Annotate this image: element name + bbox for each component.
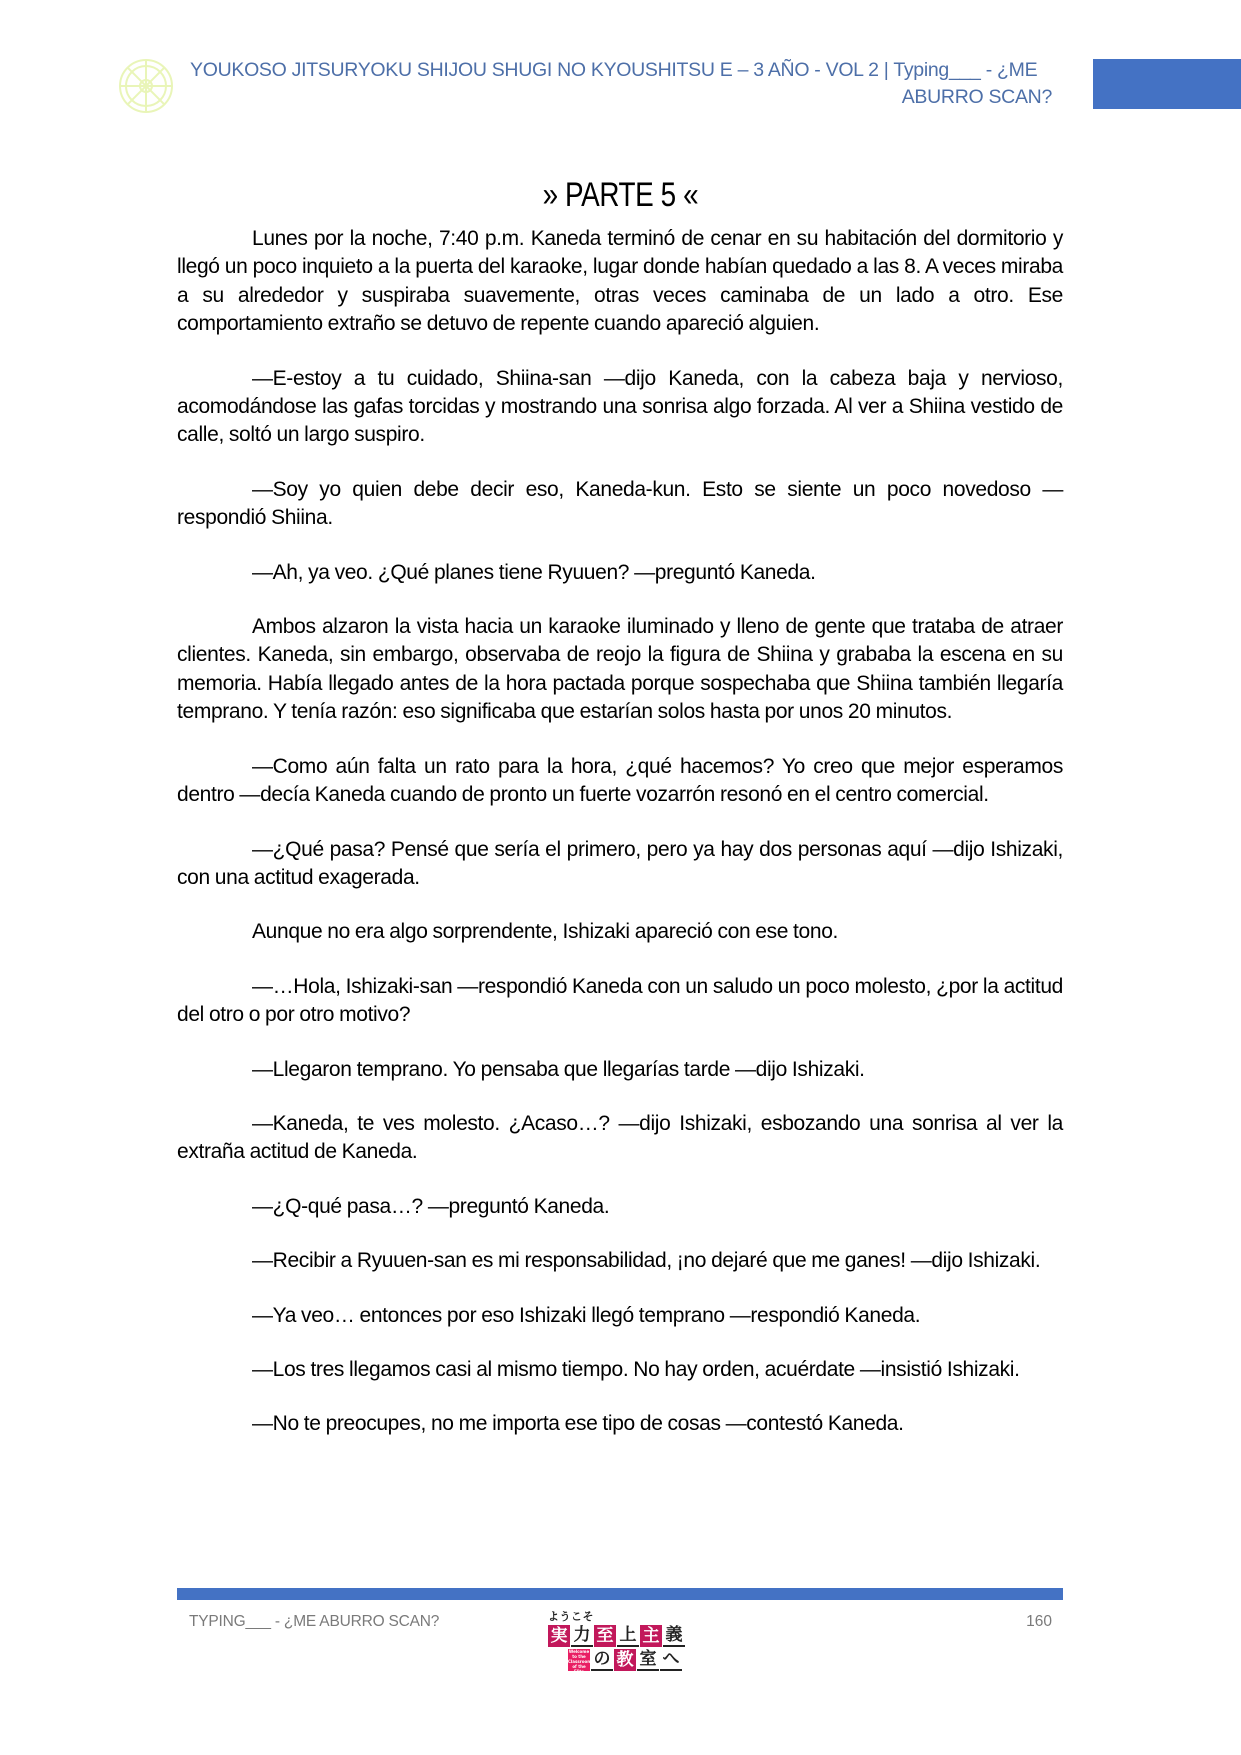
logo-char: の [591, 1649, 613, 1671]
logo-char: 室 [637, 1649, 659, 1671]
logo-row-1 [548, 1625, 686, 1647]
page-number: 160 [1026, 1613, 1052, 1630]
paragraph: —E-estoy a tu cuidado, Shiina-san —dijo Kaneda, con la cabeza baja y nervioso, acomodándose las gafas torcidas y mostrando una sonrisa algo forzada. Al ver a Shiina vestido de calle, soltó un largo suspiro. [177, 366, 1063, 447]
paragraph: —Kaneda, te ves molesto. ¿Acaso…? —dijo Ishizaki, esbozando una sonrisa al ver la extraña actitud de Kaneda. [177, 1111, 1063, 1164]
paragraph: Lunes por la noche, 7:40 p.m. Kaneda terminó de cenar en su habitación del dormitorio y llegó un poco inquieto a la puerta del karaoke, lugar donde habían quedado a las 8. A veces miraba a su alrededor y suspiraba suavemente, otras veces caminaba de un lado a otro. Ese comportamiento extraño se detuvo de repente cuando apareció alguien. [177, 227, 1063, 336]
paragraph: —¿Q-qué pasa…? —preguntó Kaneda. [252, 1194, 610, 1218]
paragraph: —Ah, ya veo. ¿Qué planes tiene Ryuuen? —preguntó Kaneda. [252, 560, 816, 584]
paragraph: —…Hola, Ishizaki-san —respondió Kaneda con un saludo un poco molesto, ¿por la actitud del otro o por otro motivo? [177, 974, 1063, 1027]
logo-row-2 [568, 1649, 683, 1674]
header-title-line-1: YOUKOSO JITSURYOKU SHIJOU SHUGI NO KYOUSHITSU E – 3 AÑO - VOL 2 | Typing___ - ¿ME [190, 59, 1038, 81]
footer-series-logo [548, 1608, 694, 1674]
logo-char: 至 [594, 1625, 616, 1647]
paragraph: Ambos alzaron la vista hacia un karaoke iluminado y lleno de gente que trataba de atraer clientes. Kaneda, sin embargo, observaba de reojo la figura de Shiina y grababa la escena en su memoria. Había llegado antes de la hora pactada porque sospechaba que Shiina también llegaría temprano. Y tenía razón: eso significaba que estarían solos hasta por unos 20 minutos. [177, 615, 1063, 724]
logo-tiny-text: Welcome to the Classroom of the Elite [568, 1649, 592, 1674]
logo-char: 教 [614, 1649, 636, 1671]
footer-credit: TYPING___ - ¿ME ABURRO SCAN? [189, 1613, 440, 1630]
logo-char: 主 [640, 1625, 662, 1647]
logo-top-kana: ようこそ [548, 1610, 594, 1623]
header-title-line-2: ABURRO SCAN? [901, 86, 1052, 108]
paragraph: —Los tres llegamos casi al mismo tiempo. No hay orden, acuérdate —insistió Ishizaki. [252, 1357, 1020, 1381]
document-header-title [190, 57, 1052, 111]
paragraph: —Llegaron temprano. Yo pensaba que llegarías tarde —dijo Ishizaki. [252, 1057, 865, 1081]
header-logo-wheel-icon [118, 58, 174, 114]
paragraph: —¿Qué pasa? Pensé que sería el primero, pero ya hay dos personas aquí —dijo Ishizaki, con una actitud exagerada. [177, 837, 1063, 889]
logo-char: 力 [571, 1625, 593, 1647]
footer-divider-bar [177, 1588, 1063, 1600]
paragraph: —Como aún falta un rato para la hora, ¿qué hacemos? Yo creo que mejor esperamos dentro —decía Kaneda cuando de pronto un fuerte vozarrón resonó en el centro comercial. [177, 754, 1063, 807]
body-text [177, 225, 1063, 1465]
logo-char: 上 [617, 1625, 639, 1647]
chapter-title: » PARTE 5 « [542, 175, 699, 214]
logo-char: へ [660, 1649, 682, 1671]
paragraph: —No te preocupes, no me importa ese tipo de cosas —contestó Kaneda. [252, 1412, 904, 1436]
paragraph: —Ya veo… entonces por eso Ishizaki llegó temprano —respondió Kaneda. [252, 1303, 921, 1327]
paragraph: Aunque no era algo sorprendente, Ishizaki apareció con ese tono. [252, 920, 839, 944]
paragraph: —Recibir a Ryuuen-san es mi responsabilidad, ¡no dejaré que me ganes! —dijo Ishizaki. [252, 1249, 1041, 1273]
logo-char: 義 [663, 1625, 685, 1647]
logo-char: 実 [548, 1625, 570, 1647]
header-accent-tab [1093, 59, 1241, 109]
paragraph: —Soy yo quien debe decir eso, Kaneda-kun. Esto se siente un poco novedoso —respondió Shiina. [177, 477, 1063, 530]
